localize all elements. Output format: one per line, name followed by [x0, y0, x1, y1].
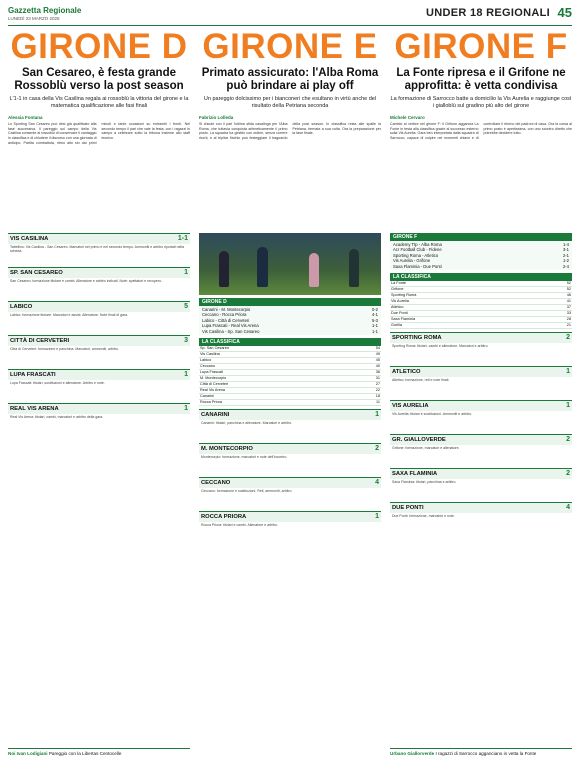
team-points: 31	[350, 376, 381, 382]
result-fixture: Canarini - M. Montecorpio	[202, 307, 251, 312]
result-fixture: Acr Football Club - Fidene	[393, 247, 442, 253]
article-headline: Primato assicurato: l'Alba Roma può brindare ai play off	[201, 67, 379, 92]
section-title: UNDER 18 REGIONALI	[426, 7, 550, 19]
column-girone-f	[390, 28, 572, 744]
team-name: ROCCA PRIORA	[201, 514, 247, 521]
team-points: 21	[538, 323, 572, 329]
match-score: 1	[184, 269, 188, 276]
team-name: M. MONTECORPIO	[201, 446, 253, 453]
team-points: 37	[538, 305, 572, 311]
result-fixture: Vis Casilina - Sp. San Cesareo	[202, 328, 260, 334]
match-report: San Cesareo: formazione titolare e cambi. Allenatore e arbitro indicati. Note: spettatori e recupero.	[10, 279, 162, 283]
match-report: Canarini: titolari, panchina e allenatore. Marcatori e arbitro.	[201, 421, 293, 426]
page-number: 45	[557, 5, 572, 20]
author-name: Michele Cervaro	[390, 115, 425, 120]
footer-right-author: Urbano Giallorverde	[390, 751, 435, 756]
masthead	[8, 4, 572, 26]
team-name: M. Montecorpio	[199, 376, 350, 382]
match-score: 1	[566, 368, 570, 376]
match-header	[199, 410, 381, 420]
team-name: Labico	[199, 358, 350, 364]
match-report: Labico: formazione titolare. Marcatori e assist. Allenatore. Note finali di gara.	[10, 313, 129, 317]
match-report: Due Ponti: formazione, marcatori e note.	[392, 514, 455, 519]
article-subheadline: Un pareggio dolcissimo per i bianconeri che esultano in virtù anche del risultato della Petriana seconda	[203, 96, 377, 109]
masthead-logo: Gazzetta Regionale	[8, 6, 82, 15]
match-box	[390, 400, 572, 431]
girone-title: GIRONE E	[202, 28, 378, 66]
match-box	[390, 502, 572, 533]
team-name: CITTÀ DI CERVETERI	[10, 338, 70, 344]
result-score: 5-3	[371, 317, 378, 323]
match-header	[390, 333, 572, 343]
team-name: VIS CASILINA	[10, 236, 49, 242]
footer-left	[8, 748, 190, 774]
match-score: 1-1	[177, 235, 188, 242]
team-name: SAXA FLAMINIA	[392, 471, 438, 478]
team-name: Rocca Priora	[199, 400, 350, 406]
author-name: Alessia Fontana	[8, 115, 43, 120]
match-header	[390, 367, 572, 377]
match-score: 5	[184, 303, 188, 310]
column-girone-e	[199, 28, 381, 744]
team-name: Vis Casilina	[199, 352, 350, 358]
results-heading: GIRONE D	[199, 298, 381, 306]
team-name: LABICO	[10, 304, 33, 310]
match-score: 4	[566, 504, 570, 512]
match-report: Grifone: formazione, marcatori e allenatore.	[392, 446, 460, 451]
result-score: 0-2	[371, 307, 378, 312]
footer-right-text: I ragazzi di Sarrocco agganciano in vetta la Fonte	[435, 751, 537, 756]
result-fixture: Lupa Frascati - Real Vis Arena	[202, 323, 259, 329]
results-list	[199, 306, 381, 335]
result-score: 3-1	[562, 247, 569, 253]
match-score: 1	[375, 411, 379, 419]
match-box	[8, 267, 190, 298]
result-fixture: Labico - Città di Cerveteri	[202, 317, 250, 323]
team-name: SP. SAN CESAREO	[10, 270, 63, 276]
team-points: 33	[538, 311, 572, 317]
standings-heading: LA CLASSIFICA	[199, 338, 381, 346]
match-score: 4	[375, 479, 379, 487]
result-fixture: Saxa Flaminia - Due Ponti	[393, 263, 442, 269]
result-score: 1-1	[371, 323, 378, 329]
match-box	[8, 369, 190, 400]
standings-table	[390, 281, 572, 329]
match-box	[199, 511, 381, 542]
match-report: Sporting Roma: titolari, cambi e allenatore. Marcatori e arbitro.	[392, 344, 489, 349]
team-points: 40	[350, 364, 381, 370]
match-header	[8, 268, 190, 278]
team-name: Grifone	[390, 287, 538, 293]
match-header	[199, 478, 381, 488]
team-name: Saxa Flaminia	[390, 317, 538, 323]
team-name: DUE PONTI	[392, 505, 424, 512]
team-name: CECCANO	[201, 480, 231, 487]
team-name: La Fonte	[390, 281, 538, 287]
player-figure	[349, 249, 359, 287]
match-score: 2	[375, 445, 379, 453]
team-points: 36	[350, 370, 381, 376]
result-score: 1-4	[562, 242, 569, 247]
match-header	[199, 512, 381, 522]
article-subheadline: L'1-1 in casa della Vis Casilina regala ai rossoblù la vittoria del girone e la matematica qualificazione alle fasi finali	[9, 96, 189, 109]
results-list	[390, 241, 572, 270]
team-points: 46	[538, 293, 572, 299]
match-box	[8, 301, 190, 332]
article-subheadline: La formazione di Sarrocco batte a domicilio la Vis Aurelia e raggiunge così i gialloblù sul gradino più alto del girone	[390, 96, 572, 109]
team-name: SPORTING ROMA	[392, 335, 442, 342]
team-points: 27	[350, 382, 381, 388]
player-figure	[309, 253, 319, 287]
match-report: Città di Cerveteri: formazione e panchina. Marcatori, ammoniti, arbitro.	[10, 347, 119, 351]
standings-table	[199, 346, 381, 406]
match-header	[8, 302, 190, 312]
match-report: Atletico: formazione, reti e note finali.	[392, 378, 450, 383]
article-body: Si chiude con il pari l'ultima sfida casalinga per l'Alba Roma, che tuttavia conquista aritmeticamente il primo posto. La squadra ha gestito con ordine, senza correre rischi, e al triplice fischio può festeggiare il traguardo della post season. In classifica resta alle spalle la Petriana, fermata a sua volta. Ora la preparazione per la fase finale.	[199, 122, 381, 141]
team-name: Ceccano	[199, 364, 350, 370]
team-name: CANARINI	[201, 412, 230, 419]
match-report: Vis Aurelia: titolari e sostituzioni. Ammoniti e arbitro.	[392, 412, 473, 417]
team-name: LUPA FRASCATI	[10, 372, 56, 378]
team-name: Canarini	[199, 394, 350, 400]
team-name: ATLETICO	[392, 369, 421, 376]
match-report: Ceccano: formazione e sostituzioni. Reti, ammoniti, arbitro.	[201, 489, 293, 494]
team-points: 45	[350, 358, 381, 364]
result-score: 2-4	[562, 263, 569, 269]
result-score: 2-1	[562, 252, 569, 258]
footer-right	[390, 748, 572, 774]
match-score: 3	[184, 337, 188, 344]
footer-left-author: Noi Ivan Lodigiani	[8, 751, 48, 756]
match-box	[390, 468, 572, 499]
team-points: 41	[538, 299, 572, 305]
result-row	[393, 264, 569, 269]
team-name: Sporting Roma	[390, 293, 538, 299]
column-girone-d	[8, 28, 190, 744]
match-report: Saxa Flaminia: titolari, panchina e arbitro.	[392, 480, 457, 485]
result-fixture: Sporting Roma - Atletico	[393, 252, 439, 258]
article-headline: La Fonte ripresa e il Grifone ne approfitta: è vetta condivisa	[396, 67, 566, 92]
article-byline	[199, 115, 381, 120]
match-score: 1	[184, 405, 188, 412]
match-report: Rocca Priora: titolari e cambi. Allenatore e arbitro.	[201, 523, 279, 528]
results-heading: GIRONE F	[390, 233, 572, 241]
match-header	[8, 370, 190, 380]
match-box	[199, 477, 381, 508]
article-byline	[390, 115, 572, 120]
team-name: Sp. San Cesareo	[199, 346, 350, 352]
result-row	[202, 329, 378, 334]
team-points: 49	[350, 352, 381, 358]
match-header	[8, 234, 190, 244]
masthead-date: LUNEDÌ 23 MARZO 2026	[8, 16, 60, 21]
match-box	[390, 366, 572, 397]
girone-title: GIRONE D	[10, 28, 188, 66]
result-score: 1-2	[562, 258, 569, 264]
team-name: Gorilla	[390, 323, 538, 329]
match-box	[390, 332, 572, 363]
match-box	[8, 335, 190, 366]
match-header	[199, 444, 381, 454]
match-report: Real Vis Arena: titolari, cambi, marcatori e arbitro della gara.	[10, 415, 104, 419]
match-header	[8, 404, 190, 414]
team-name: REAL VIS ARENA	[10, 406, 59, 412]
team-points: 52	[538, 281, 572, 287]
match-box	[8, 403, 190, 434]
match-box	[199, 443, 381, 474]
article-body: Cambio al vertice nel girone F: il Grifone aggancia La Fonte in testa alla classifica grazie al successo esterno sulla Vis Aurelia. Gara ben interpretata dalla squadra di Sarrocco, capace di colpire nei momenti chiave e di controllare il ritorno dei padroni di casa. Ora la corsa al primo posto è apertissima, con uno scontro diretto che potrebbe decidere tutto.	[390, 122, 572, 141]
result-score: 4-1	[371, 312, 378, 318]
match-header	[390, 435, 572, 445]
team-points: 54	[350, 346, 381, 352]
footer-left-text: Pareggio con la Libertas Centocelle	[48, 751, 122, 756]
player-figure	[219, 251, 229, 287]
result-fixture: Academy Ttp - Alba Roma	[393, 242, 442, 247]
team-points: 11	[350, 400, 381, 406]
team-points: 28	[538, 317, 572, 323]
match-box	[8, 233, 190, 264]
team-name: Atletico	[390, 305, 538, 311]
match-header	[390, 469, 572, 479]
team-name: GR. GIALLOVERDE	[392, 437, 446, 444]
match-box	[199, 409, 381, 440]
team-name: Real Vis Arena	[199, 388, 350, 394]
match-header	[390, 503, 572, 513]
match-photo	[199, 233, 381, 295]
girone-title: GIRONE F	[394, 28, 568, 66]
player-figure	[257, 247, 268, 287]
article-body: Lo Sporting San Cesareo può dirsi già qualificato alla fase successiva. Il pareggio sul campo della Vis Casilina consente ai rossoblù di conservare il vantaggio in classifica e di chiudere il discorso con una giornata di anticipo. Partita combattuta, ritmo alto sin dai primi minuti e tante occasioni su entrambi i fronti. Nel secondo tempo il pari che vale la festa, con i ragazzi in campo a celebrare sotto la tribuna insieme allo staff tecnico.	[8, 122, 190, 145]
match-header	[8, 336, 190, 346]
team-points: 22	[350, 388, 381, 394]
article-byline	[8, 115, 190, 120]
team-points: 18	[350, 394, 381, 400]
standings-row	[199, 400, 381, 406]
team-name: Vis Aurelia	[390, 299, 538, 305]
match-score: 1	[184, 371, 188, 378]
article-headline: San Cesareo, è festa grande Rossoblù verso la post season	[14, 67, 184, 92]
team-name: Città di Cerveteri	[199, 382, 350, 388]
result-fixture: Vis Aurelia - Grifone	[393, 258, 431, 264]
match-report: Tabellino: Vis Casilina - San Cesareo. Marcatori nel primo e nel secondo tempo. Ammoniti e arbitro riportati nella scheda.	[10, 245, 185, 254]
standings-row	[390, 323, 572, 329]
team-name: Due Ponti	[390, 311, 538, 317]
result-score: 1-1	[371, 328, 378, 334]
standings-heading: LA CLASSIFICA	[390, 273, 572, 281]
team-name: VIS AURELIA	[392, 403, 429, 410]
match-score: 2	[566, 436, 570, 444]
match-box	[390, 434, 572, 465]
match-score: 2	[566, 470, 570, 478]
match-score: 1	[375, 513, 379, 521]
team-points: 52	[538, 287, 572, 293]
match-report: Lupa Frascati: titolari, sostituzioni e allenatore. Arbitro e note.	[10, 381, 105, 385]
match-report: Montecorpio: formazione, marcatori e note dell'incontro.	[201, 455, 288, 460]
team-name: Lupa Frascati	[199, 370, 350, 376]
author-name: Fabrizio Lolleda	[199, 115, 234, 120]
match-header	[390, 401, 572, 411]
result-fixture: Ceccano - Rocca Priora	[202, 312, 247, 318]
match-score: 1	[566, 402, 570, 410]
match-score: 2	[566, 334, 570, 342]
